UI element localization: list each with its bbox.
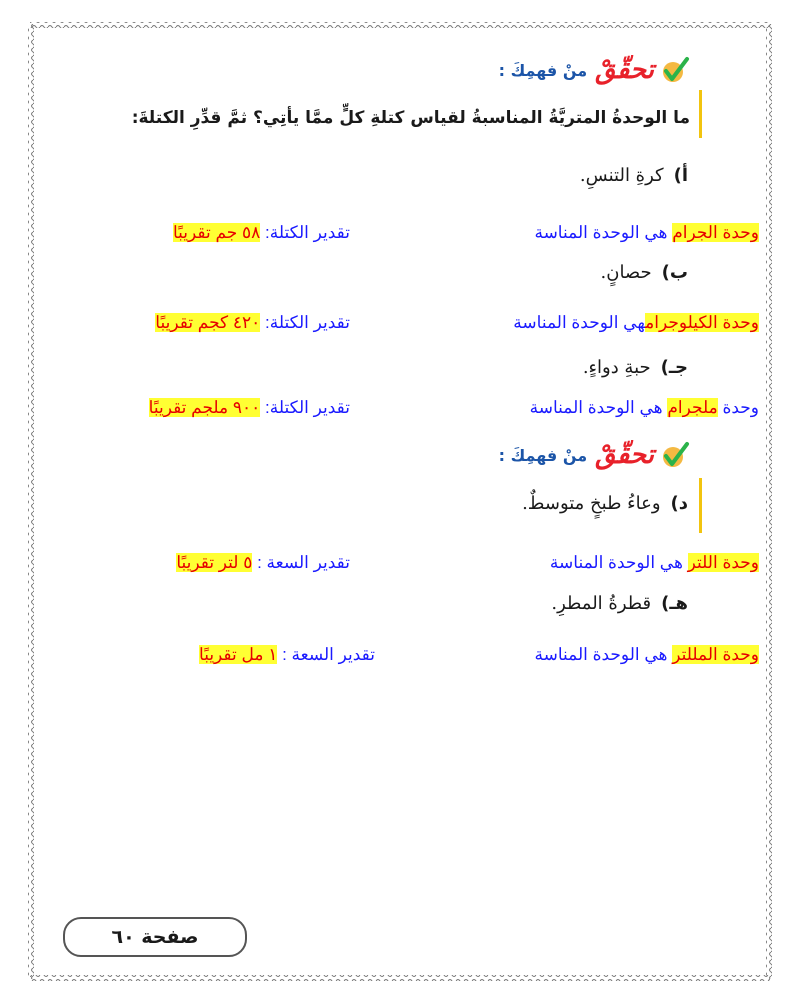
item-letter: جـ) — [660, 357, 688, 378]
check-understanding-heading-2 — [499, 440, 690, 470]
item-b-label — [601, 262, 689, 283]
item-text: حصانٍ. — [600, 262, 652, 283]
heading-title: تحقّقْ — [595, 440, 654, 470]
item-d-label — [522, 493, 688, 514]
question-text: ما الوحدةُ المتريَّةُ المناسبةُ لقياس كتلةِ كلٍّ ممَّا يأتِي؟ ثمَّ قدِّرِ الكتلةَ: — [131, 108, 690, 128]
check-understanding-heading-1 — [499, 55, 690, 85]
item-text: حبةِ دواءٍ. — [582, 357, 651, 378]
estimate-answer: تقدير الكتلة: ٥٨ جم تقريبًا — [173, 223, 350, 242]
answer-row-a — [0, 223, 800, 247]
estimate-highlight: ٥٨ جم تقريبًا — [173, 223, 261, 242]
answer-row-e — [0, 645, 800, 669]
estimate-answer: تقدير السعة : ١ مل تقريبًا — [199, 645, 375, 664]
item-letter: د) — [670, 493, 688, 514]
heading-subtitle: منْ فهمِكَ : — [498, 445, 588, 465]
item-text: كرةِ التنسِ. — [579, 165, 664, 186]
item-c-label — [583, 357, 688, 378]
check-mark-icon — [660, 55, 690, 85]
estimate-highlight: ٩٠٠ ملجم تقريبًا — [148, 398, 261, 417]
estimate-highlight: ٥ لتر تقريبًا — [176, 553, 253, 572]
heading-accent-bar — [699, 90, 702, 138]
item-letter: هـ) — [661, 593, 688, 614]
unit-highlight: ملجرام — [667, 398, 718, 417]
check-mark-icon — [660, 440, 690, 470]
item-letter: أ) — [673, 165, 688, 186]
unit-answer: وحدة الجرام هي الوحدة المناسة — [534, 223, 759, 242]
item-text: وعاءُ طبخٍ متوسطٌ. — [522, 493, 661, 514]
item-text: قطرةُ المطرِ. — [551, 593, 652, 614]
answer-row-d — [0, 553, 800, 577]
answer-row-b — [0, 313, 800, 337]
page-number-badge: صفحة ٦٠ — [63, 917, 247, 957]
unit-highlight: وحدة الجرام — [672, 223, 759, 242]
unit-answer: وحدة ملجرام هي الوحدة المناسة — [529, 398, 759, 417]
unit-highlight: وحدة الكيلوجرام — [645, 313, 759, 332]
item-a-label — [580, 165, 688, 186]
heading-subtitle: منْ فهمِكَ : — [498, 60, 588, 80]
heading-title: تحقّقْ — [595, 55, 654, 85]
item-letter: ب) — [661, 262, 688, 283]
unit-answer: وحدة الكيلوجرامهي الوحدة المناسة — [513, 313, 759, 332]
estimate-answer: تقدير السعة : ٥ لتر تقريبًا — [176, 553, 350, 572]
unit-highlight: وحدة المللتر — [672, 645, 759, 664]
estimate-answer: تقدير الكتلة: ٩٠٠ ملجم تقريبًا — [148, 398, 350, 417]
estimate-highlight: ٤٢٠ كجم تقريبًا — [155, 313, 261, 332]
estimate-highlight: ١ مل تقريبًا — [199, 645, 278, 664]
item-e-label — [551, 593, 688, 614]
estimate-answer: تقدير الكتلة: ٤٢٠ كجم تقريبًا — [155, 313, 350, 332]
unit-answer: وحدة اللتر هي الوحدة المناسة — [549, 553, 759, 572]
unit-answer: وحدة المللتر هي الوحدة المناسة — [534, 645, 759, 664]
heading-accent-bar — [699, 478, 702, 533]
answer-row-c — [0, 398, 800, 422]
unit-highlight: وحدة اللتر — [687, 553, 759, 572]
